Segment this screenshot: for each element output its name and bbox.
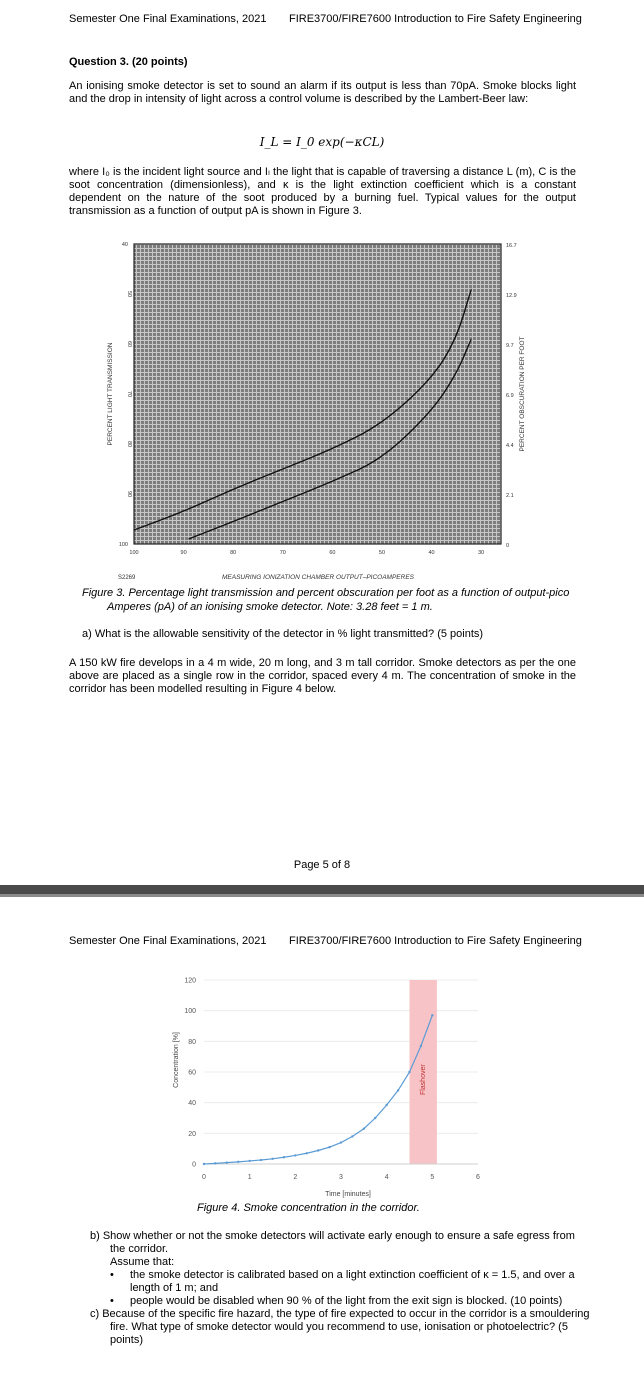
figure4-data-point (374, 1117, 376, 1119)
figure3-ytick: 90 (126, 490, 132, 498)
where-paragraph: where I₀ is the incident light source and Iₗ the light that is capable of traversing a distance L (m), C is the soot concentration (dimensionless), and κ is the light extinction coefficient which is a constant dependent on the nature of the soot produced by a burning fuel. Typical values for the output transmission as a function of output pA is shown in Figure 3. (69, 166, 576, 217)
figure3-xtick: 60 (329, 550, 336, 556)
page-number: Page 5 of 8 (293, 859, 351, 871)
figure4-data-point (420, 1045, 422, 1047)
figure3-y2label: PERCENT OBSCURATION PER FOOT (519, 336, 526, 452)
figure4-xtick: 0 (202, 1174, 206, 1181)
figure3-xtick: 80 (230, 550, 237, 556)
figure4-ytick: 80 (188, 1038, 196, 1046)
figure4-data-point (306, 1152, 308, 1154)
figure3-y2tick: 2.1 (506, 493, 514, 499)
figure3-caption (82, 586, 602, 614)
lambert-beer-equation: I_L = I_0 exp(−κCL) (259, 135, 385, 149)
figure3-ytick: 50 (126, 290, 132, 298)
question-a: a) What is the allowable sensitivity of the detector in % light transmitted? (5 points) (82, 628, 484, 640)
figure4-ytick: 40 (188, 1100, 196, 1108)
figure4-data-point (363, 1128, 365, 1130)
page-separator-bar (0, 885, 644, 894)
figure4-data-point (283, 1156, 285, 1158)
scenario-paragraph: A 150 kW fire develops in a 4 m wide, 20 m long, and 3 m tall corridor. Smoke detectors as per the one above are placed as a single row in the corridor, spaced every 4 m. The concentration of smoke in the corridor has been modelled resulting in Figure 4 below. (69, 657, 576, 695)
bullet-2: • people would be disabled when 90 % of the light from the exit sign is blocked. (10 points) (90, 1295, 590, 1308)
assume-label: Assume that: (110, 1256, 175, 1268)
figure3-ytick: 60 (126, 340, 132, 348)
figure4-caption: Figure 4. Smoke concentration in the corridor. (197, 1202, 420, 1214)
figure3-ylabel: PERCENT LIGHT TRANSMISSION (107, 342, 114, 446)
figure3-caption-text: Figure 3. Percentage light transmission and percent obscuration per foot as a function of output-pico Amperes (pA) of an ionising smoke detector. Note: 3.28 feet = 1 m. (82, 587, 570, 613)
figure3-xtick: 100 (129, 550, 139, 556)
figure4-data-point (248, 1160, 250, 1162)
figure3-xtick: 70 (279, 550, 286, 556)
figure3-y2tick: 4.4 (506, 443, 514, 449)
figure3-y2tick: 12.9 (506, 293, 517, 299)
figure4-xtick: 5 (430, 1174, 435, 1181)
figure3-y2tick: 6.9 (506, 393, 514, 399)
header-right: FIRE3700/FIRE7600 Introduction to Fire Safety Engineering (289, 13, 582, 25)
header-left-page2: Semester One Final Examinations, 2021 (69, 935, 267, 947)
figure4-xtick: 4 (384, 1174, 389, 1181)
figure4-data-point (385, 1104, 387, 1106)
figure4-data-point (260, 1159, 262, 1161)
figure3-y2tick: 16.7 (506, 243, 517, 249)
figure4-data-point (294, 1154, 296, 1156)
question-b: b) Show whether or not the smoke detectors will activate early enough to ensure a safe egress from the corridor. (90, 1230, 575, 1255)
figure3-ytick: 80 (126, 440, 132, 448)
figure3-plot-area (134, 244, 501, 544)
question-title: Question 3. (20 points) (69, 56, 188, 68)
figure3-ytick: 70 (126, 390, 132, 398)
figure4-data-point (237, 1161, 239, 1163)
header-right-page2: FIRE3700/FIRE7600 Introduction to Fire Safety Engineering (289, 935, 582, 947)
figure4-xtick: 1 (247, 1174, 252, 1181)
figure3-ytick: 40 (121, 242, 128, 248)
figure4-data-point (226, 1161, 228, 1163)
figure4-data-point (203, 1163, 205, 1165)
question-b-block (90, 1230, 590, 1347)
figure3-y2tick: 9.7 (506, 343, 514, 349)
figure4-ytick: 100 (184, 1008, 196, 1016)
figure4-data-point (408, 1071, 410, 1073)
figure4-xtick: 2 (293, 1174, 298, 1181)
figure4-data-point (397, 1089, 399, 1091)
figure4-ylabel: Concentration [%] (173, 1032, 180, 1088)
question-c: c) Because of the specific fire hazard, the type of fire expected to occur in the corridor is a smouldering fire. What type of smoke detector would you recommend to use, ionisation or photoelectric? (5 points) (90, 1308, 590, 1346)
intro-paragraph: An ionising smoke detector is set to sound an alarm if its output is less than 70pA. Smoke blocks light and the drop in intensity of light across a control volume is described by the Lambert-Beer law: (69, 80, 576, 105)
figure4-xlabel: Time [minutes] (325, 1191, 371, 1198)
bullet-1: • the smoke detector is calibrated based on a light extinction coefficient of κ = 1.5, and over a length of 1 m; and (90, 1269, 590, 1295)
figure3-y2tick: 0 (506, 543, 510, 549)
figure3-ytick: 100 (118, 542, 128, 548)
figure3-xtick: 40 (428, 550, 435, 556)
figure4-data-point (328, 1146, 330, 1148)
figure3-xtick: 30 (478, 550, 485, 556)
figure4-data-point (351, 1135, 353, 1137)
figure4-ytick: 20 (188, 1130, 196, 1138)
figure4-data-point (317, 1149, 319, 1151)
figure4-data-point (340, 1141, 342, 1143)
figure3-xtick: 50 (378, 550, 386, 556)
figure4-data-point (431, 1014, 433, 1016)
figure3-xtick: 90 (180, 550, 187, 556)
figure4-ytick: 120 (184, 977, 196, 985)
page-separator (0, 885, 644, 910)
header-left: Semester One Final Examinations, 2021 (69, 13, 267, 25)
page-separator-shadow (0, 894, 644, 897)
flashover-label: Flashover (420, 1064, 428, 1096)
figure3-chart (100, 236, 540, 588)
figure4-ytick: 0 (192, 1161, 196, 1169)
figure3-code: S2269 (118, 575, 136, 581)
figure4-ytick: 60 (188, 1069, 196, 1077)
figure4-chart (168, 972, 488, 1200)
figure3-xlabel: MEASURING IONIZATION CHAMBER OUTPUT–PICOAMPERES (221, 574, 415, 581)
figure4-xtick: 3 (339, 1174, 343, 1181)
figure4-xtick: 6 (476, 1174, 480, 1181)
figure4-data-point (271, 1158, 273, 1160)
figure4-data-point (214, 1162, 216, 1164)
